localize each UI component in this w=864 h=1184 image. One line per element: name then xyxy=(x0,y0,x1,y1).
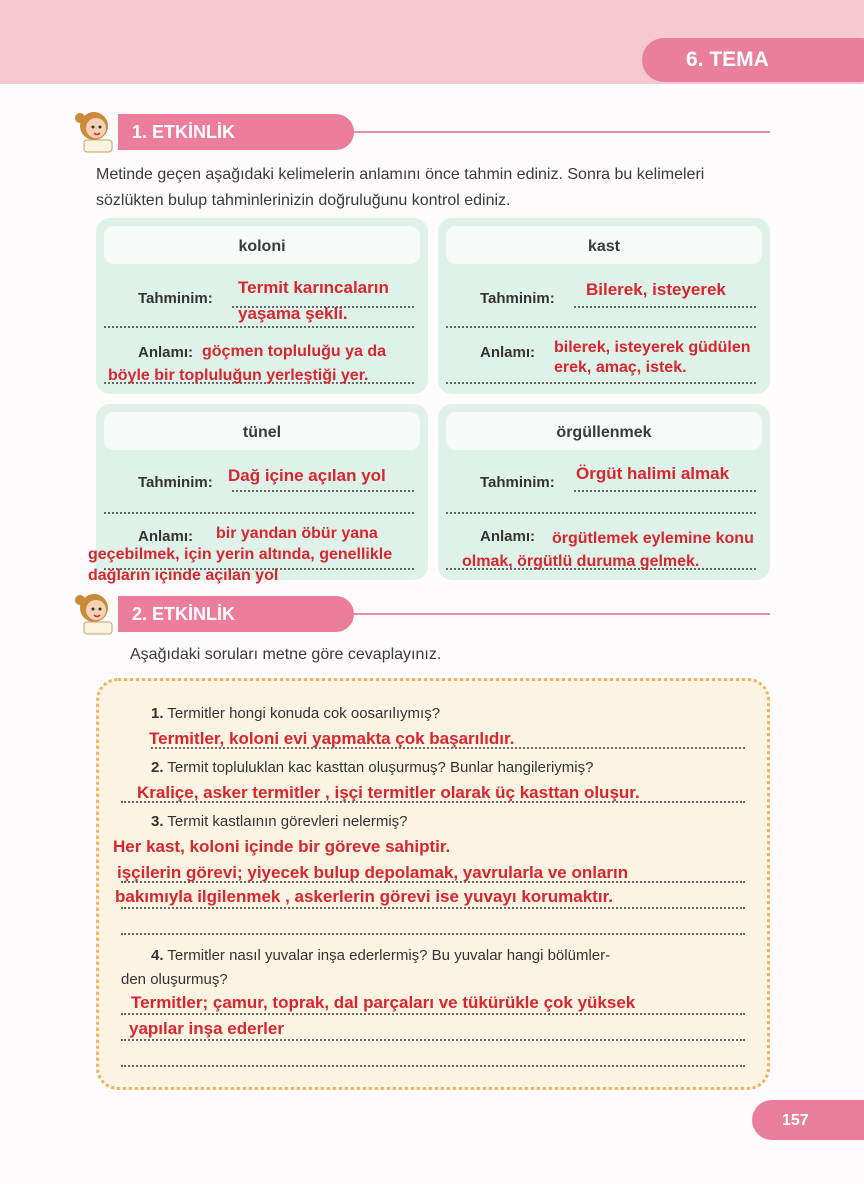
guess-line-2 xyxy=(104,512,414,514)
guess-line-2 xyxy=(104,326,414,328)
guess-label: Tahminim: xyxy=(138,474,213,491)
guess-label: Tahminim: xyxy=(480,474,555,491)
meaning-answer-2: erek, amaç, istek. xyxy=(554,359,687,376)
girl-reading-icon xyxy=(70,106,120,156)
word-card-koloni xyxy=(96,218,428,394)
guess-line xyxy=(574,490,756,492)
guess-line-2 xyxy=(446,512,756,514)
word-title: tünel xyxy=(104,412,420,450)
answer-3-line-3: bakımıyla ilgilenmek , askerlerin görevi ise yuvayı korumaktır. xyxy=(115,887,613,906)
tunel-meaning-answer-2: geçebilmek, için yerin altında, genellikle xyxy=(88,546,393,563)
guess-answer: Dağ içine açılan yol xyxy=(228,466,386,485)
activity1-header xyxy=(70,112,770,152)
guess-label: Tahminim: xyxy=(138,290,213,307)
word-title: örgüllenmek xyxy=(446,412,762,450)
tunel-meaning-answer: bir yandan öbür yana xyxy=(216,525,378,542)
answer-1: Termitler, koloni evi yapmakta çok başarılıdır. xyxy=(149,729,515,748)
guess-answer: Örgüt halimi almak xyxy=(576,464,730,483)
word-title: koloni xyxy=(104,226,420,264)
page-number: 157 xyxy=(752,1100,864,1140)
answer-line xyxy=(151,747,745,749)
answer-4: Termitler; çamur, toprak, dal parçaları ve tükürükle çok yüksek xyxy=(131,993,636,1012)
activity2-rule xyxy=(354,613,770,615)
answer-3-line-2: işçilerin görevi; yiyecek bulup depolamak, yavrularla ve onların xyxy=(117,863,629,882)
meaning-label: Anlamı: xyxy=(138,528,194,545)
meaning-line xyxy=(446,382,756,384)
answer-line xyxy=(121,907,745,909)
question-3: 3. Termit kastlaının görevleri nelermiş? xyxy=(151,813,408,830)
activity1-rule xyxy=(354,131,770,133)
answer-line xyxy=(121,1065,745,1067)
tunel-meaning-answer-3: dağların içinde açılan yol xyxy=(88,567,279,584)
guess-line xyxy=(574,306,756,308)
activity1-title: 1. ETKİNLİK xyxy=(118,114,354,150)
answer-line xyxy=(121,1039,745,1041)
question-2: 2. Termit topluluklan kac kasttan oluşurmuş? Bunlar hangileriymiş? xyxy=(151,759,594,776)
orgul-meaning-answer: örgütlemek eylemine konu xyxy=(552,530,754,547)
answer-line xyxy=(121,1013,745,1015)
theme-badge: 6. TEMA xyxy=(642,38,864,82)
question-4: 4. Termitler nasıl yuvalar inşa ederlermiş? Bu yuvalar hangi bölümler- xyxy=(151,947,611,964)
question-1: 1. Termitler hongi konuda cok oosarılıymış? xyxy=(151,705,441,722)
orgul-meaning-answer-2: olmak, örgütlü duruma gelmek. xyxy=(462,553,700,570)
answer-line xyxy=(121,933,745,935)
meaning-answer: göçmen topluluğu ya da xyxy=(202,343,387,360)
guess-answer: Bilerek, isteyerek xyxy=(586,280,726,299)
meaning-label: Anlamı: xyxy=(480,344,536,361)
meaning-answer-2: böyle bir topluluğun yerleştiği yer. xyxy=(108,367,369,384)
questions-panel xyxy=(96,678,770,1090)
guess-line-2 xyxy=(446,326,756,328)
activity2-header xyxy=(70,594,770,634)
question-4-line-2: den oluşurmuş? xyxy=(121,971,228,988)
guess-answer: Termit karıncaların xyxy=(238,278,389,297)
meaning-label: Anlamı: xyxy=(480,528,536,545)
girl-reading-icon xyxy=(70,588,120,638)
meaning-label: Anlamı: xyxy=(138,344,194,361)
answer-3: Her kast, koloni içinde bir göreve sahiptir. xyxy=(113,837,451,856)
word-title: kast xyxy=(446,226,762,264)
guess-label: Tahminim: xyxy=(480,290,555,307)
activity2-instruction: Aşağıdaki soruları metne göre cevaplayınız. xyxy=(130,646,442,663)
activity1-instruction: Metinde geçen aşağıdaki kelimelerin anlamını önce tahmin ediniz. Sonra bu kelimeleri sözlükten bulup tahminlerinizin doğruluğunu kontrol ediniz. xyxy=(96,166,705,209)
guess-line xyxy=(232,490,414,492)
guess-answer-2: yaşama şekli. xyxy=(238,304,348,323)
answer-4-line-2: yapılar inşa ederler xyxy=(129,1019,284,1038)
meaning-answer: bilerek, isteyerek güdülen xyxy=(554,339,751,356)
activity2-title: 2. ETKİNLİK xyxy=(118,596,354,632)
answer-line xyxy=(121,801,745,803)
answer-line xyxy=(121,881,745,883)
answer-2: Kraliçe, asker termitler , işçi termitler olarak üç kasttan oluşur. xyxy=(137,783,640,802)
word-card-kast xyxy=(438,218,770,394)
